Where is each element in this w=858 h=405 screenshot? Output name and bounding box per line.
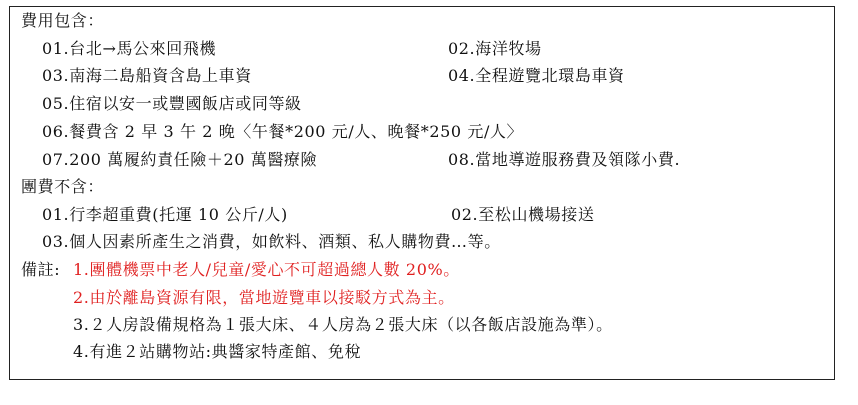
remark-item-1: 1.團體機票中老人/兒童/愛心不可超過總人數 20%。 <box>73 260 460 279</box>
itinerary-info-box <box>9 6 835 380</box>
excluded-heading: 團費不含： <box>21 177 105 196</box>
remark-item-3: 3.２人房設備規格為１張大床、４人房為２張大床（以各飯店設施為準）。 <box>73 315 613 334</box>
included-heading: 費用包含： <box>21 11 105 30</box>
included-item-05: 05.住宿以安一或豐國飯店或同等級 <box>42 94 302 113</box>
included-item-02: 02.海洋牧場 <box>448 39 542 58</box>
remark-item-4: 4.有進２站購物站:典醬家特產館、免稅 <box>73 342 362 361</box>
included-item-04: 04.全程遊覽北環島車資 <box>448 66 625 85</box>
included-item-08: 08.當地導遊服務費及領隊小費. <box>448 150 681 169</box>
included-item-07: 07.200 萬履約責任險＋20 萬醫療險 <box>42 150 318 169</box>
included-item-01: 01.台北→馬公來回飛機 <box>42 39 217 58</box>
excluded-item-01: 01.行李超重費(托運 10 公斤/人) <box>42 205 288 224</box>
remarks-label: 備註: <box>21 260 61 279</box>
excluded-item-02: 02.至松山機場接送 <box>451 205 595 224</box>
included-item-06: 06.餐費含 2 早 3 午 2 晚〈午餐*200 元/人、晚餐*250 元/人〉 <box>42 122 524 141</box>
excluded-item-03: 03.個人因素所產生之消費，如飲料、酒類、私人購物費…等。 <box>42 232 501 251</box>
included-item-03: 03.南海二島船資含島上車資 <box>42 66 252 85</box>
remark-item-2: 2.由於離島資源有限，當地遊覽車以接駁方式為主。 <box>73 288 455 307</box>
